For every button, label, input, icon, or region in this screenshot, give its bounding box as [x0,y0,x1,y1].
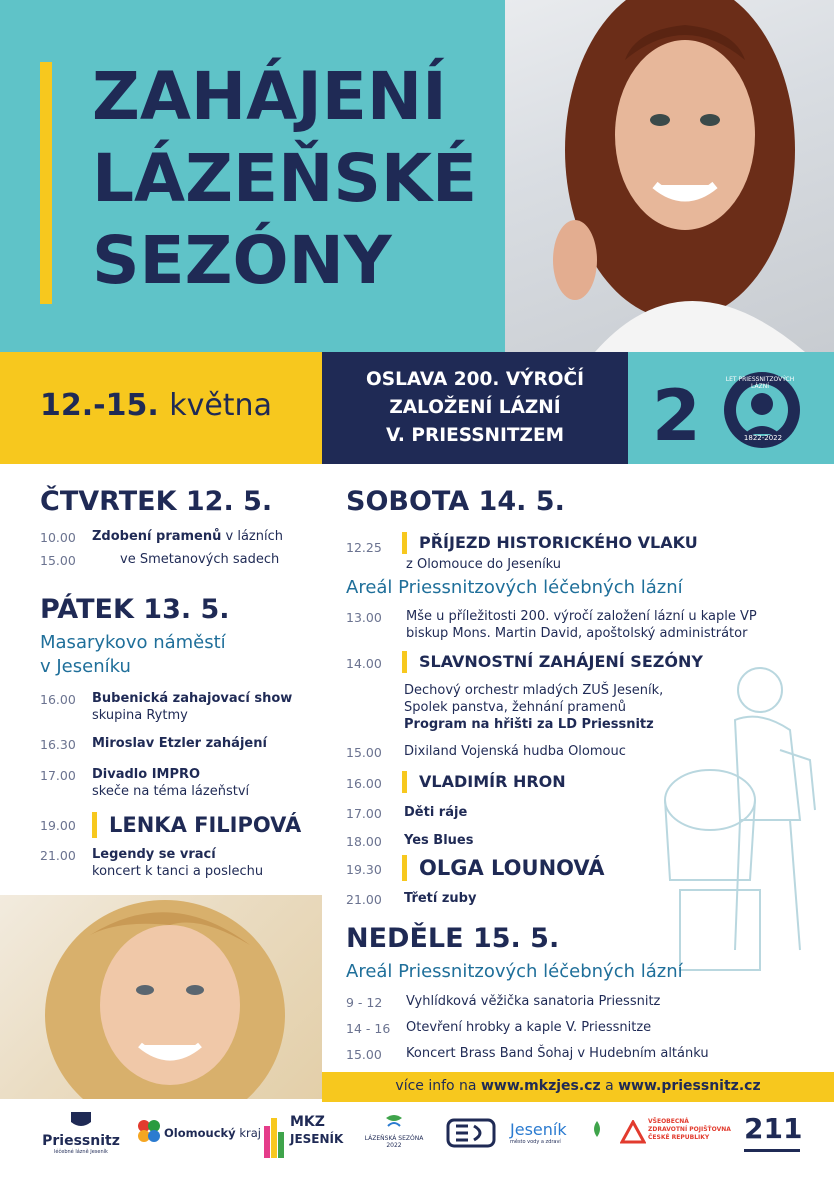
friday-time-2: 16.30 [40,737,76,752]
sunday-event-2: Otevření hrobky a kaple V. Priessnitze [406,1020,652,1035]
portrait-photo-lenka [0,895,322,1099]
saturday-time-3: 17.00 [346,806,382,821]
priessnitz-link[interactable]: www.priessnitz.cz [618,1078,761,1094]
saturday-opening-details: Dechový orchestr mladých ZUŠ Jeseník, Spolek panstva, žehnání pramenů Program na hřišti za LD Priessnitz [404,683,664,732]
badge-ring-text: LET PRIESSNITZOVÝCH LÁZNÍ [725,376,795,390]
sunday-time-2: 14 - 16 [346,1021,391,1036]
svg-text:2: 2 [652,375,701,452]
friday-event-5: Legendy se vrací koncert k tanci a poslechu [92,847,264,879]
saturday-event-1: Dixiland Vojenská hudba Olomouc [404,744,626,759]
friday-time-1: 16.00 [40,692,76,707]
saturday-event-4: Yes Blues [404,833,474,848]
saturday-train-time: 12.25 [346,540,382,555]
friday-time-5: 21.00 [40,848,76,863]
friday-time-3: 17.00 [40,768,76,783]
info-text: více info na www.mkzjes.cz a www.priessnitz.cz [395,1078,761,1094]
title-line-2: LÁZEŇSKÉ [92,140,478,217]
friday-place-2: v Jeseníku [40,656,131,677]
friday-event-2: Miroslav Etzler zahájení [92,736,267,751]
anniversary-text: OSLAVA 200. VÝROČÍ ZALOŽENÍ LÁZNÍ V. PRIESSNITZEM [366,369,584,446]
friday-event-3: Divadlo IMPRO skeče na téma lázeňství [92,767,250,799]
sunday-event-1: Vyhlídková věžička sanatoria Priessnitz [406,994,661,1009]
mkzjes-link[interactable]: www.mkzjes.cz [480,1078,601,1094]
title-line-1: ZAHÁJENÍ [92,58,447,135]
cd-railways-logo [446,1118,496,1151]
friday-star-lenka: LENKA FILIPOVÁ [92,812,301,838]
saturday-time-1: 15.00 [346,745,382,760]
friday-place-1: Masarykovo náměstí [40,632,226,653]
saturday-time-6: 21.00 [346,892,382,907]
saturday-star-lounova: OLGA LOUNOVÁ [402,855,605,881]
saturday-time-2: 16.00 [346,776,382,791]
saturday-heading: SOBOTA 14. 5. [346,486,565,517]
lazenska-sezona-logo: LÁZEŇSKÁ SEZÓNA 2022 [364,1112,424,1149]
title-line-3: SEZÓNY [92,222,392,299]
saturday-time-4: 18.00 [346,834,382,849]
saturday-star-hron: VLADIMÍR HRON [402,771,566,793]
thursday-event-1: Zdobení pramenů v lázních [92,529,283,544]
saturday-train-title: PŘÍJEZD HISTORICKÉHO VLAKU [402,532,698,554]
priessnitz-logo: Priessnitz léčebné lázně Jeseník [36,1110,126,1155]
spa-attendant-illustration [640,650,834,980]
saturday-opening-time: 14.00 [346,656,382,671]
sunday-time-3: 15.00 [346,1047,382,1062]
friday-time-4: 19.00 [40,818,76,833]
event-dates: 12.-15. května [40,388,272,423]
saturday-place: Areál Priessnitzových léčebných lázní [346,577,683,598]
thursday-event-2: ve Smetanových sadech [120,552,280,567]
saturday-time-5: 19.30 [346,862,382,877]
sunday-time-1: 9 - 12 [346,995,383,1010]
saturday-event-3: Děti ráje [404,805,468,820]
thursday-time-2: 15.00 [40,553,76,568]
portrait-photo-olga [505,0,834,352]
saturday-mass-time: 13.00 [346,610,382,625]
saturday-mass: Mše u příležitosti 200. výročí založení lázní u kaple VP biskup Mons. Martin David, apoštolský administrátor [406,609,757,641]
saturday-event-6: Třetí zuby [404,891,477,906]
sunday-heading: NEDĚLE 15. 5. [346,923,560,954]
badge-years: 1822-2022 [743,434,783,442]
friday-heading: PÁTEK 13. 5. [40,594,230,625]
saturday-opening-title: SLAVNOSTNÍ ZAHÁJENÍ SEZÓNY [402,651,703,673]
title-accent-bar [40,62,52,304]
friday-event-1: Bubenická zahajovací show skupina Rytmy [92,691,293,723]
thursday-heading: ČTVRTEK 12. 5. [40,486,273,517]
saturday-train-text: z Olomouce do Jeseníku [406,557,562,572]
jesenik-city-logo: Jeseník město vody a zdraví [510,1120,606,1145]
211-logo: 211 [744,1114,800,1158]
sunday-event-3: Koncert Brass Band Šohaj v Hudebním altánku [406,1046,709,1061]
thursday-time-1: 10.00 [40,530,76,545]
sunday-place: Areál Priessnitzových léčebných lázní [346,961,683,982]
